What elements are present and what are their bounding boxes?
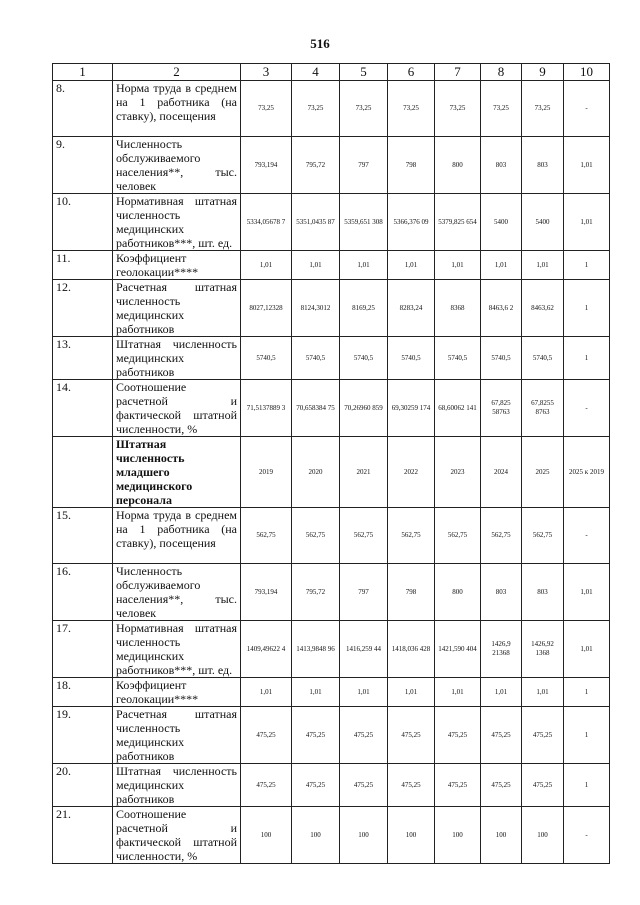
row-label: Штатная численность младшего медицинского персонала (113, 437, 241, 508)
row-label: Нормативная штатная численность медицинских работников***, шт. ед. (113, 621, 241, 678)
table-cell: 475,25 (435, 764, 481, 807)
row-number: 14. (53, 380, 113, 437)
table-row (53, 807, 610, 864)
row-number: 17. (53, 621, 113, 678)
table-cell: 5740,5 (481, 337, 522, 380)
table-cell: 67,8255 8763 (522, 380, 564, 437)
table-row (53, 81, 610, 137)
row-number: 10. (53, 194, 113, 251)
column-header: 1 (53, 64, 113, 81)
column-header: 9 (522, 64, 564, 81)
table-cell: 1,01 (564, 137, 610, 194)
table-cell: 1,01 (388, 678, 435, 707)
table-cell: 2020 (292, 437, 340, 508)
row-number: 20. (53, 764, 113, 807)
table-cell: 475,25 (292, 707, 340, 764)
table-row (53, 280, 610, 337)
table-cell: 8283,24 (388, 280, 435, 337)
row-number: 19. (53, 707, 113, 764)
row-label: Расчетная штатная численность медицинских работников (113, 280, 241, 337)
table-cell: 803 (481, 564, 522, 621)
table-cell: 8368 (435, 280, 481, 337)
table-cell: 73,25 (292, 81, 340, 137)
table-cell: 73,25 (241, 81, 292, 137)
table-cell: 5400 (522, 194, 564, 251)
table-cell: 1 (564, 707, 610, 764)
table-cell: 1,01 (522, 251, 564, 280)
table-cell: 562,75 (522, 508, 564, 564)
row-number: 21. (53, 807, 113, 864)
row-label: Соотношение расчетной и фактической штатной численности, % (113, 380, 241, 437)
table-cell: 5359,651 308 (340, 194, 388, 251)
table-cell: 475,25 (241, 764, 292, 807)
row-label: Численность обслуживаемого населения**, тыс. человек (113, 137, 241, 194)
table-cell: 475,25 (292, 764, 340, 807)
table-cell: 73,25 (481, 81, 522, 137)
table-cell: 8463,62 (522, 280, 564, 337)
column-header: 10 (564, 64, 610, 81)
row-number: 12. (53, 280, 113, 337)
table-cell: 68,60062 141 (435, 380, 481, 437)
table-row (53, 251, 610, 280)
table-cell: 8463,6 2 (481, 280, 522, 337)
table-cell: 2024 (481, 437, 522, 508)
row-number: 11. (53, 251, 113, 280)
table-cell: 5400 (481, 194, 522, 251)
table-cell: 100 (388, 807, 435, 864)
table-row (53, 564, 610, 621)
table-cell: 1426,92 1368 (522, 621, 564, 678)
table-cell: 562,75 (292, 508, 340, 564)
column-header: 8 (481, 64, 522, 81)
column-header: 4 (292, 64, 340, 81)
table-cell: 1 (564, 337, 610, 380)
table-cell: 70,26960 859 (340, 380, 388, 437)
table-cell: 1,01 (241, 251, 292, 280)
table-row (53, 380, 610, 437)
table-cell: 5334,05678 7 (241, 194, 292, 251)
table-cell: 73,25 (388, 81, 435, 137)
table-cell: 1 (564, 764, 610, 807)
table-cell: 1,01 (340, 678, 388, 707)
table-cell: 1416,259 44 (340, 621, 388, 678)
table-row (53, 508, 610, 564)
table-cell: 803 (522, 564, 564, 621)
table-cell: 475,25 (241, 707, 292, 764)
table-cell: 2025 к 2019 (564, 437, 610, 508)
table-cell: 1,01 (292, 251, 340, 280)
table-cell: 67,825 58763 (481, 380, 522, 437)
table-cell: 71,5137889 3 (241, 380, 292, 437)
table-cell: 2021 (340, 437, 388, 508)
table-cell: 1409,49622 4 (241, 621, 292, 678)
row-number: 9. (53, 137, 113, 194)
table-cell: 562,75 (241, 508, 292, 564)
row-number: 16. (53, 564, 113, 621)
table-cell: 100 (292, 807, 340, 864)
table-cell: 100 (522, 807, 564, 864)
table-cell: 73,25 (340, 81, 388, 137)
row-number (53, 437, 113, 508)
table-cell: 475,25 (340, 764, 388, 807)
table-cell: 1,01 (481, 678, 522, 707)
table-cell: 1413,9848 96 (292, 621, 340, 678)
table-cell: 69,30259 174 (388, 380, 435, 437)
column-header: 2 (113, 64, 241, 81)
table-cell: 798 (388, 137, 435, 194)
table-cell: 1421,590 404 (435, 621, 481, 678)
table-cell: 475,25 (522, 707, 564, 764)
table-cell: 5366,376 09 (388, 194, 435, 251)
table-cell: 2022 (388, 437, 435, 508)
table-cell: 475,25 (481, 707, 522, 764)
table-cell: 100 (241, 807, 292, 864)
table-cell: - (564, 81, 610, 137)
table-cell: 100 (435, 807, 481, 864)
page-number: 516 (310, 36, 330, 51)
table-cell: 562,75 (340, 508, 388, 564)
table-cell: 562,75 (388, 508, 435, 564)
table-cell: 5740,5 (435, 337, 481, 380)
table-cell: 1 (564, 678, 610, 707)
row-label: Штатная численность медицинских работников (113, 764, 241, 807)
table-cell: 8124,3012 (292, 280, 340, 337)
table-cell: 5740,5 (340, 337, 388, 380)
table-cell: - (564, 807, 610, 864)
table-cell: 562,75 (435, 508, 481, 564)
table-cell: 798 (388, 564, 435, 621)
table-cell: 5740,5 (522, 337, 564, 380)
table-cell: 797 (340, 564, 388, 621)
table-cell: 73,25 (435, 81, 481, 137)
table-cell: 1,01 (564, 194, 610, 251)
table-cell: 1,01 (522, 678, 564, 707)
table-row (53, 137, 610, 194)
row-label: Соотношение расчетной и фактической штатной численности, % (113, 807, 241, 864)
table-cell: 795,72 (292, 564, 340, 621)
table-cell: 1,01 (388, 251, 435, 280)
table-cell: 1426,9 21368 (481, 621, 522, 678)
row-number: 8. (53, 81, 113, 137)
table-cell: 800 (435, 137, 481, 194)
header-row (53, 64, 610, 81)
table-cell: 5740,5 (292, 337, 340, 380)
table-cell: 2023 (435, 437, 481, 508)
row-label: Нормативная штатная численность медицинских работников***, шт. ед. (113, 194, 241, 251)
table-cell: 1,01 (292, 678, 340, 707)
table-cell: 795,72 (292, 137, 340, 194)
row-label: Расчетная штатная численность медицинских работников (113, 707, 241, 764)
table-cell: 2025 (522, 437, 564, 508)
table-cell: 73,25 (522, 81, 564, 137)
staffing-table (52, 63, 610, 864)
row-number: 18. (53, 678, 113, 707)
table-cell: 793,194 (241, 564, 292, 621)
table-cell: 1 (564, 251, 610, 280)
row-label: Норма труда в среднем на 1 работника (на ставку), посещения (113, 81, 241, 137)
table-cell: 803 (481, 137, 522, 194)
table-cell: 800 (435, 564, 481, 621)
table-cell: 797 (340, 137, 388, 194)
table-cell: 1418,036 428 (388, 621, 435, 678)
table-cell: 475,25 (388, 764, 435, 807)
row-label: Норма труда в среднем на 1 работника (на ставку), посещения (113, 508, 241, 564)
table-cell: 8169,25 (340, 280, 388, 337)
row-number: 15. (53, 508, 113, 564)
table-cell: 1,01 (564, 621, 610, 678)
table-cell: 475,25 (522, 764, 564, 807)
table-cell: - (564, 380, 610, 437)
table-cell: 562,75 (481, 508, 522, 564)
table-cell: 1,01 (481, 251, 522, 280)
table-cell: 5740,5 (388, 337, 435, 380)
row-label: Коэффициент геолокации**** (113, 251, 241, 280)
row-label: Коэффициент геолокации**** (113, 678, 241, 707)
table-cell: - (564, 508, 610, 564)
table-cell: 5740,5 (241, 337, 292, 380)
table-cell: 2019 (241, 437, 292, 508)
table-row (53, 194, 610, 251)
table-cell: 1,01 (435, 678, 481, 707)
row-label: Штатная численность медицинских работников (113, 337, 241, 380)
table-cell: 1,01 (340, 251, 388, 280)
table-cell: 5351,0435 87 (292, 194, 340, 251)
row-number: 13. (53, 337, 113, 380)
table-cell: 803 (522, 137, 564, 194)
table-row (53, 621, 610, 678)
column-header: 7 (435, 64, 481, 81)
table-cell: 1,01 (435, 251, 481, 280)
table-cell: 1,01 (564, 564, 610, 621)
table-row (53, 337, 610, 380)
row-label: Численность обслуживаемого населения**, тыс. человек (113, 564, 241, 621)
table-cell: 1,01 (241, 678, 292, 707)
column-header: 5 (340, 64, 388, 81)
table-row (53, 707, 610, 764)
table-cell: 1 (564, 280, 610, 337)
table-cell: 5379,825 654 (435, 194, 481, 251)
column-header: 6 (388, 64, 435, 81)
column-header: 3 (241, 64, 292, 81)
table-row (53, 764, 610, 807)
table-row (53, 437, 610, 508)
table-cell: 70,658384 75 (292, 380, 340, 437)
table-cell: 475,25 (481, 764, 522, 807)
table-row (53, 678, 610, 707)
table-cell: 100 (340, 807, 388, 864)
table-cell: 8027,12328 (241, 280, 292, 337)
table-cell: 475,25 (340, 707, 388, 764)
table-cell: 475,25 (388, 707, 435, 764)
table-cell: 100 (481, 807, 522, 864)
table-cell: 475,25 (435, 707, 481, 764)
table-cell: 793,194 (241, 137, 292, 194)
